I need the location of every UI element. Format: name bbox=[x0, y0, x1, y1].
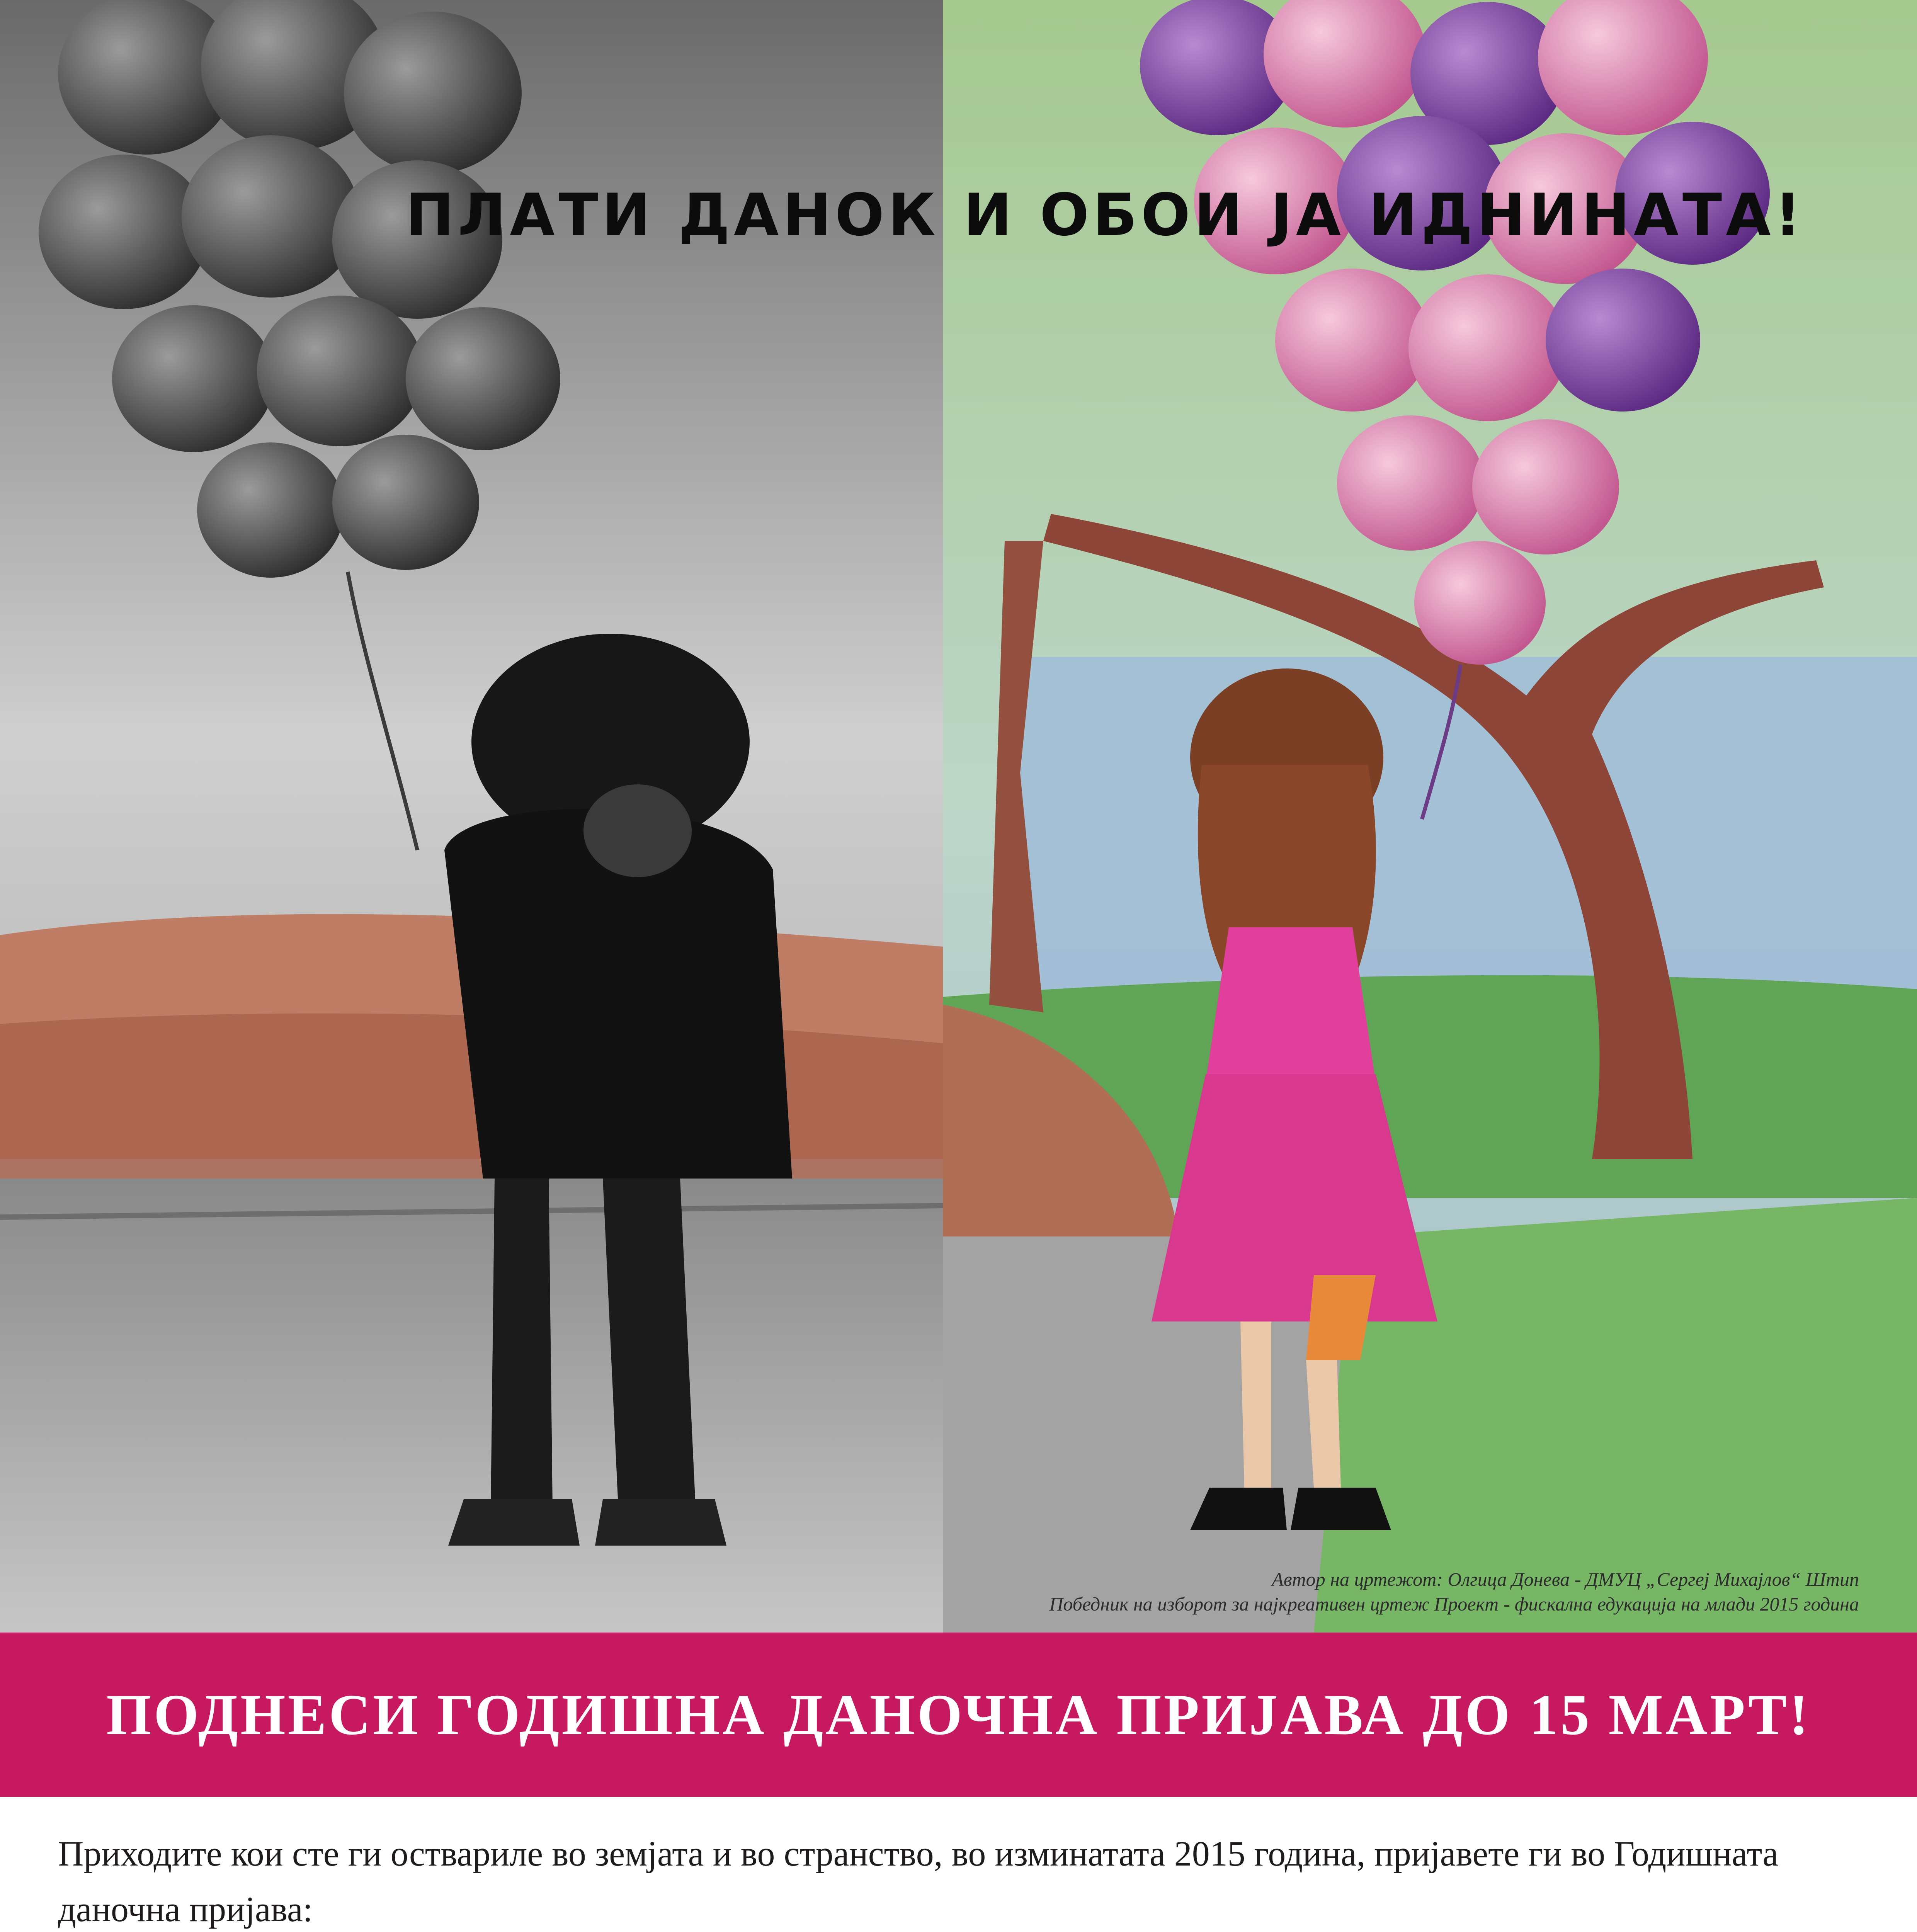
artwork-credits bbox=[854, 1567, 1859, 1616]
intro-paragraph: Приходите кои сте ги оствариле во земјата и во странство, во изминатата 2015 година, пријавете ги во Годишната даночна пријава: bbox=[58, 1834, 1779, 1929]
credit-author: Автор на цртежот: Олгица Донева - ДМУЦ „Сергеј Михајлов“ Штип bbox=[1272, 1568, 1859, 1590]
deadline-banner-text: ПОДНЕСИ ГОДИШНА ДАНОЧНА ПРИЈАВА ДО 15 МАРТ! bbox=[106, 1682, 1811, 1747]
deadline-banner bbox=[0, 1633, 1917, 1797]
credit-award: Победник на изборот за најкреативен цртеж Проект - фискална едукација на млади 2015 година bbox=[1049, 1593, 1859, 1615]
poster-body bbox=[58, 1826, 1859, 1932]
poster-headline: ПЛАТИ ДАНОК И ОБОИ ЈА ИДНИНАТА! bbox=[405, 182, 1805, 249]
